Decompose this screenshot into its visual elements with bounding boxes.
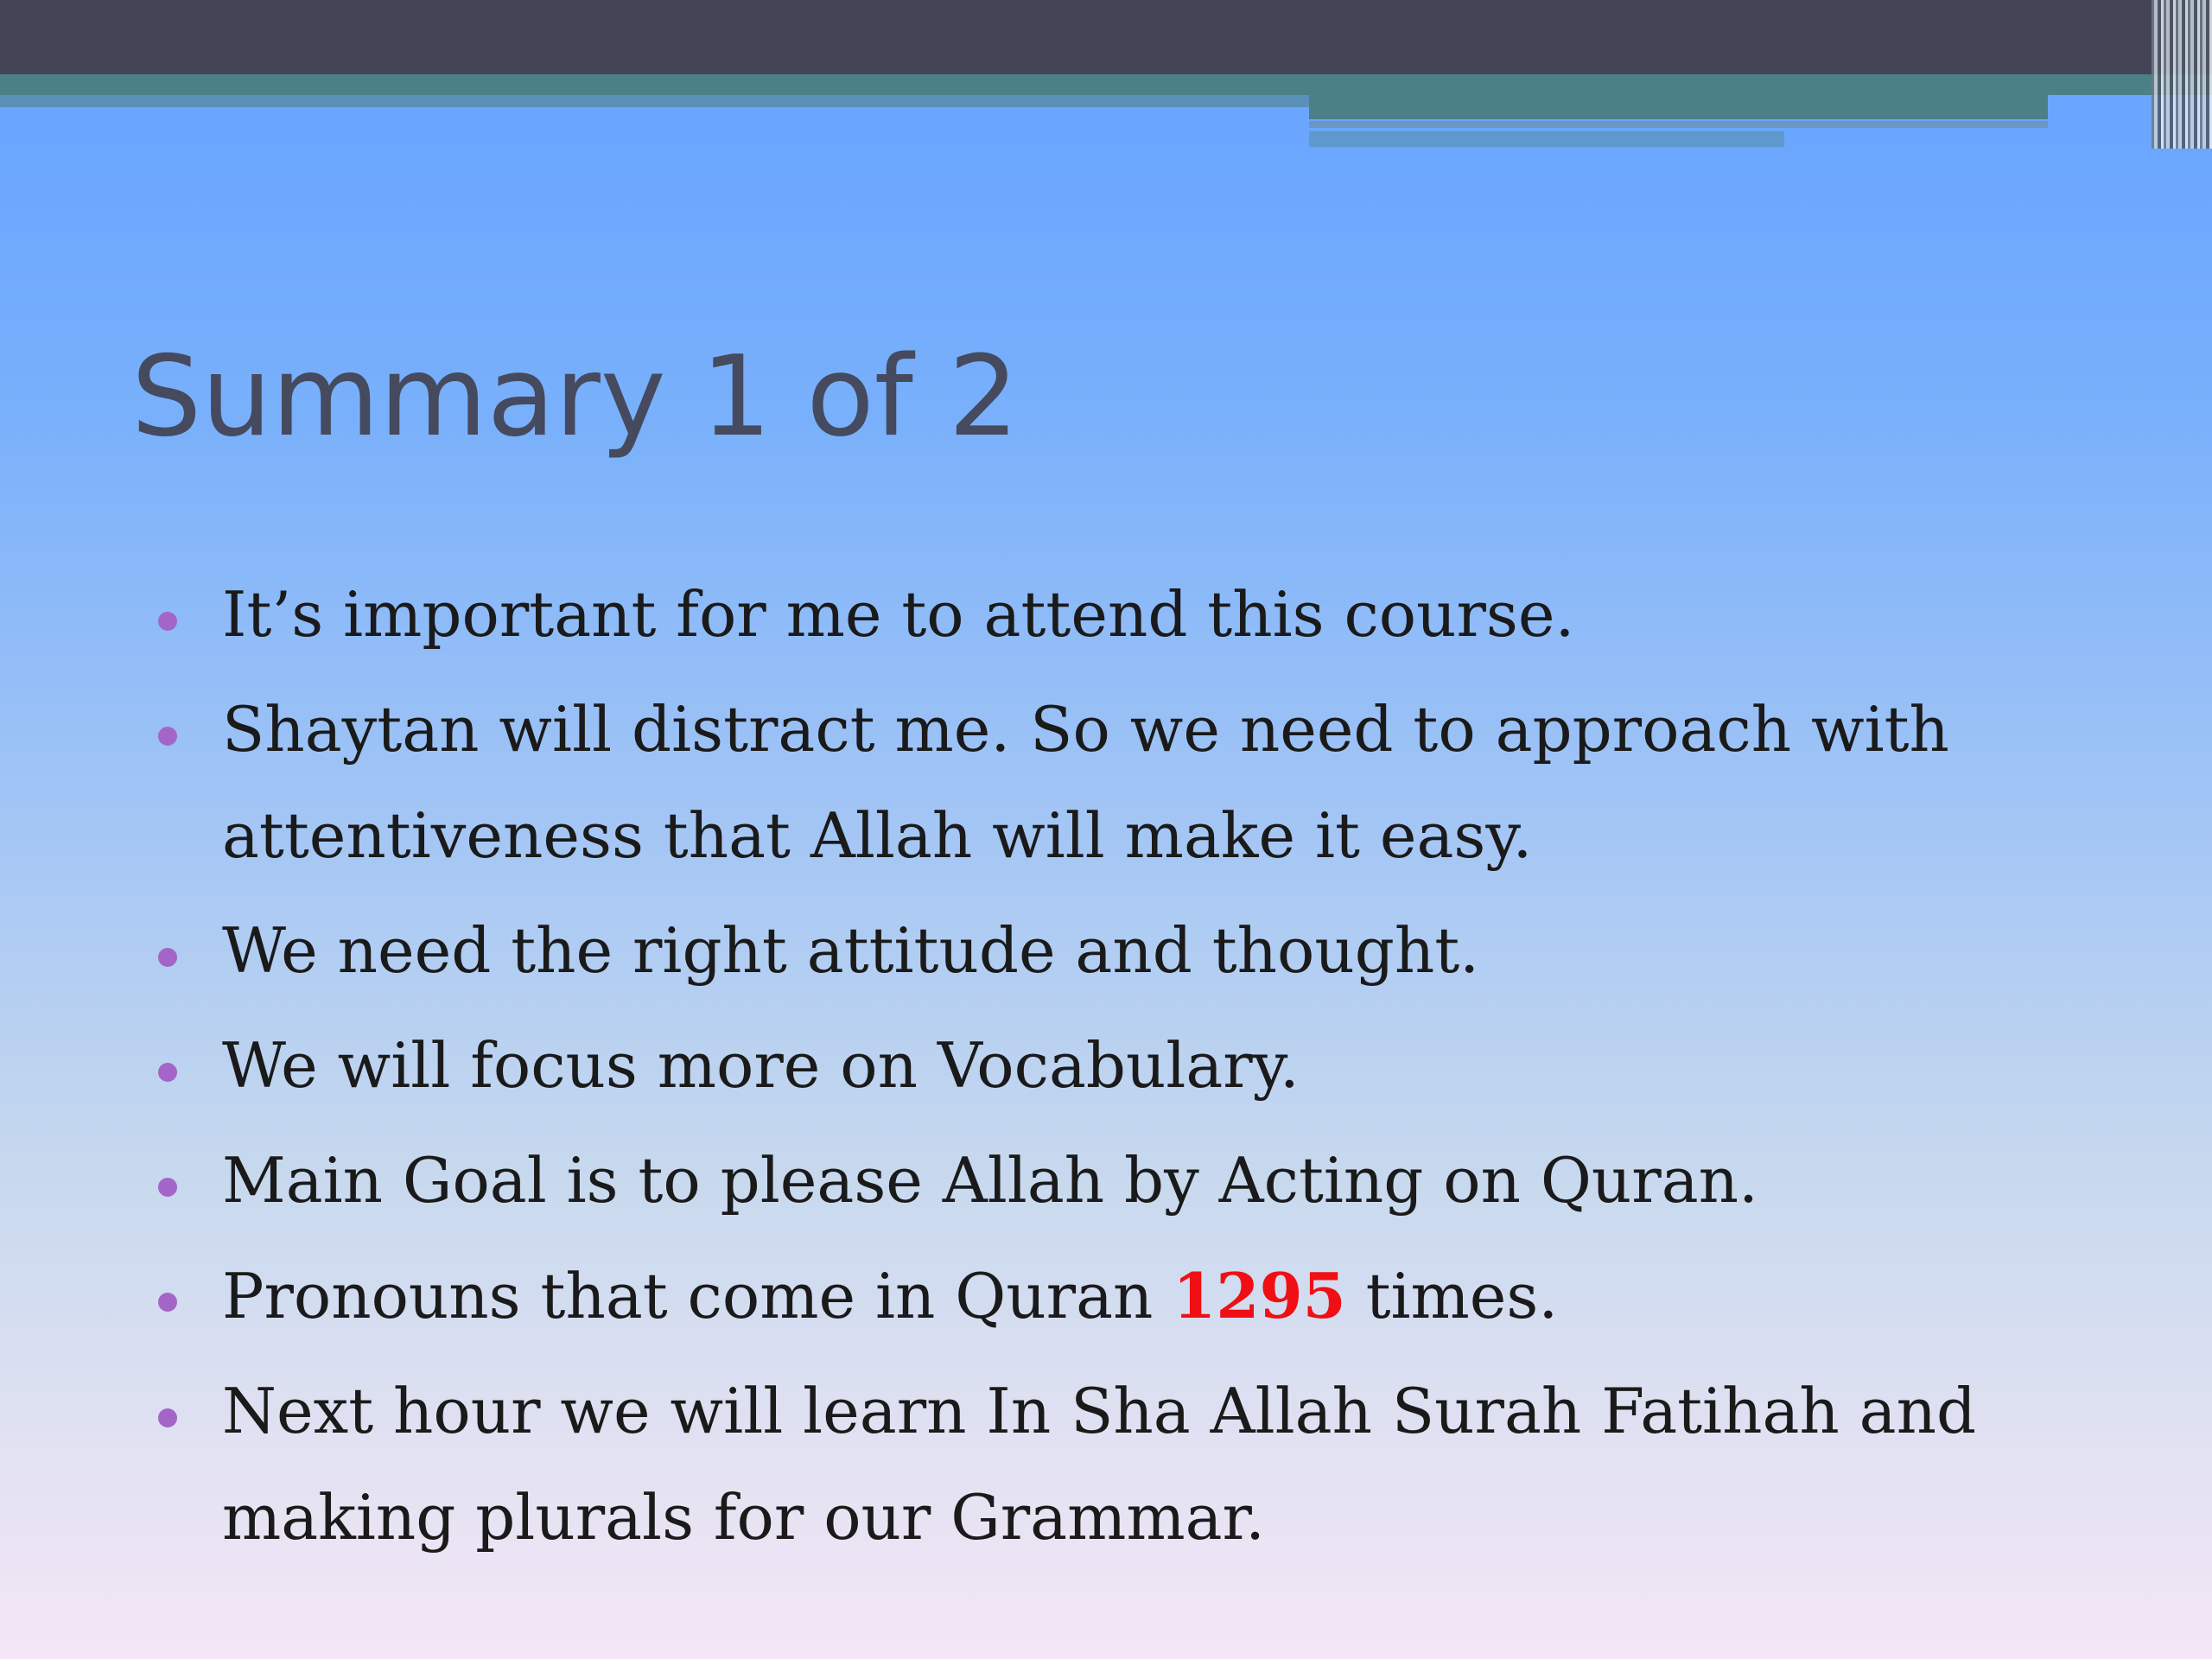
bullet-text: Main Goal is to please Allah by Acting on Quran. bbox=[222, 1144, 1758, 1217]
bullet-dot-icon bbox=[158, 1178, 177, 1197]
bullet-item bbox=[158, 1128, 2102, 1234]
bullet-dot-icon bbox=[158, 1063, 177, 1082]
bullet-dot-icon bbox=[158, 612, 177, 631]
header-accent-line-2 bbox=[1309, 131, 1784, 147]
bullet-item bbox=[158, 562, 2102, 668]
bullet-list bbox=[158, 562, 2102, 1580]
bullet-text: It’s important for me to attend this course. bbox=[222, 578, 1575, 651]
slide-title: Summary 1 of 2 bbox=[131, 333, 1019, 461]
bullet-text: Next hour we will learn In Sha Allah Surah Fatihah and making plurals for our Grammar. bbox=[222, 1375, 1977, 1554]
bullet-text-after: times. bbox=[1345, 1260, 1559, 1332]
bullet-item bbox=[158, 898, 2102, 1004]
highlighted-number: 1295 bbox=[1173, 1259, 1346, 1332]
bullet-text: We will focus more on Vocabulary. bbox=[222, 1029, 1300, 1102]
bullet-dot-icon bbox=[158, 948, 177, 967]
header-accent-band bbox=[0, 74, 2212, 95]
bullet-dot-icon bbox=[158, 1408, 177, 1427]
top-header-bar bbox=[0, 0, 2212, 74]
header-accent-line bbox=[1309, 121, 2048, 128]
bullet-item bbox=[158, 1243, 2102, 1350]
window-edge-decoration bbox=[2152, 0, 2212, 149]
bullet-text: We need the right attitude and thought. bbox=[222, 914, 1480, 987]
header-accent-step bbox=[1309, 95, 2048, 119]
bullet-text: Shaytan will distract me. So we need to approach with attentiveness that Allah will make it easy. bbox=[222, 693, 1949, 872]
bullet-dot-icon bbox=[158, 727, 177, 746]
bullet-dot-icon bbox=[158, 1293, 177, 1312]
bullet-text-before: Pronouns that come in Quran bbox=[222, 1260, 1173, 1332]
header-accent-band-lower bbox=[0, 95, 1309, 107]
bullet-item bbox=[158, 1013, 2102, 1119]
bullet-item bbox=[158, 1358, 2102, 1571]
bullet-item bbox=[158, 677, 2102, 889]
